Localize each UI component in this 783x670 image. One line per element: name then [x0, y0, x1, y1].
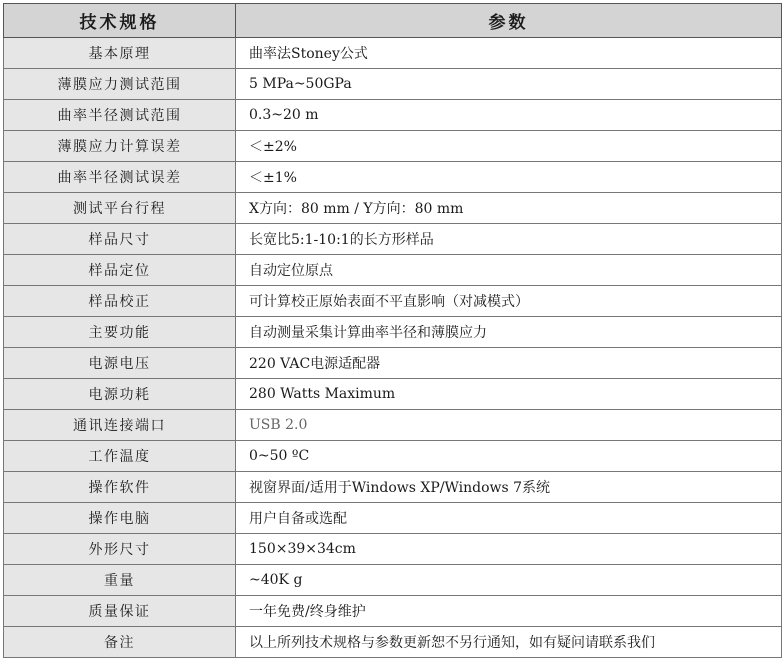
table-row: [4, 410, 782, 441]
spec-value: ~40K g: [236, 565, 782, 596]
spec-value: 长宽比5:1-10:1的长方形样品: [236, 224, 782, 255]
table-row: [4, 131, 782, 162]
spec-value: 150×39×34cm: [236, 534, 782, 565]
spec-name: 操作电脑: [4, 503, 236, 534]
spec-value: 可计算校正原始表面不平直影响（对减模式）: [236, 286, 782, 317]
spec-name: 曲率半径测试误差: [4, 162, 236, 193]
table-row: [4, 224, 782, 255]
table-header-row: [4, 4, 782, 38]
spec-name: 备注: [4, 627, 236, 658]
table-row: [4, 162, 782, 193]
table-row: [4, 193, 782, 224]
spec-value: 220 VAC电源适配器: [236, 348, 782, 379]
spec-value: 5 MPa~50GPa: [236, 69, 782, 100]
spec-value: 曲率法Stoney公式: [236, 38, 782, 69]
spec-value: X方向：80 mm / Y方向：80 mm: [236, 193, 782, 224]
spec-value: USB 2.0: [236, 410, 782, 441]
spec-name: 通讯连接端口: [4, 410, 236, 441]
spec-value: 视窗界面/适用于Windows XP/Windows 7系统: [236, 472, 782, 503]
table-row: [4, 627, 782, 658]
spec-name: 薄膜应力计算误差: [4, 131, 236, 162]
table-row: [4, 69, 782, 100]
spec-name: 重量: [4, 565, 236, 596]
table-row: [4, 565, 782, 596]
spec-name: 薄膜应力测试范围: [4, 69, 236, 100]
spec-table: [3, 3, 782, 658]
spec-name: 电源电压: [4, 348, 236, 379]
spec-name: 外形尺寸: [4, 534, 236, 565]
spec-name: 样品尺寸: [4, 224, 236, 255]
spec-name: 操作软件: [4, 472, 236, 503]
spec-name: 主要功能: [4, 317, 236, 348]
spec-value: ＜±1%: [236, 162, 782, 193]
spec-name: 工作温度: [4, 441, 236, 472]
header-spec-value: 参数: [236, 4, 782, 38]
header-spec-name: 技术规格: [4, 4, 236, 38]
table-row: [4, 596, 782, 627]
table-row: [4, 38, 782, 69]
spec-value: 自动定位原点: [236, 255, 782, 286]
table-row: [4, 379, 782, 410]
spec-value: 以上所列技术规格与参数更新恕不另行通知，如有疑问请联系我们: [236, 627, 782, 658]
table-row: [4, 255, 782, 286]
table-row: [4, 317, 782, 348]
spec-name: 电源功耗: [4, 379, 236, 410]
spec-name: 曲率半径测试范围: [4, 100, 236, 131]
spec-name: 基本原理: [4, 38, 236, 69]
table-row: [4, 348, 782, 379]
spec-value: ＜±2%: [236, 131, 782, 162]
table-row: [4, 472, 782, 503]
spec-name: 样品定位: [4, 255, 236, 286]
table-row: [4, 534, 782, 565]
spec-name: 质量保证: [4, 596, 236, 627]
table-row: [4, 503, 782, 534]
spec-value: 用户自备或选配: [236, 503, 782, 534]
table-row: [4, 441, 782, 472]
spec-name: 测试平台行程: [4, 193, 236, 224]
spec-value: 280 Watts Maximum: [236, 379, 782, 410]
spec-value: 0~50 ºC: [236, 441, 782, 472]
spec-name: 样品校正: [4, 286, 236, 317]
table-row: [4, 286, 782, 317]
spec-value: 0.3~20 m: [236, 100, 782, 131]
spec-value: 一年免费/终身维护: [236, 596, 782, 627]
spec-value: 自动测量采集计算曲率半径和薄膜应力: [236, 317, 782, 348]
table-row: [4, 100, 782, 131]
